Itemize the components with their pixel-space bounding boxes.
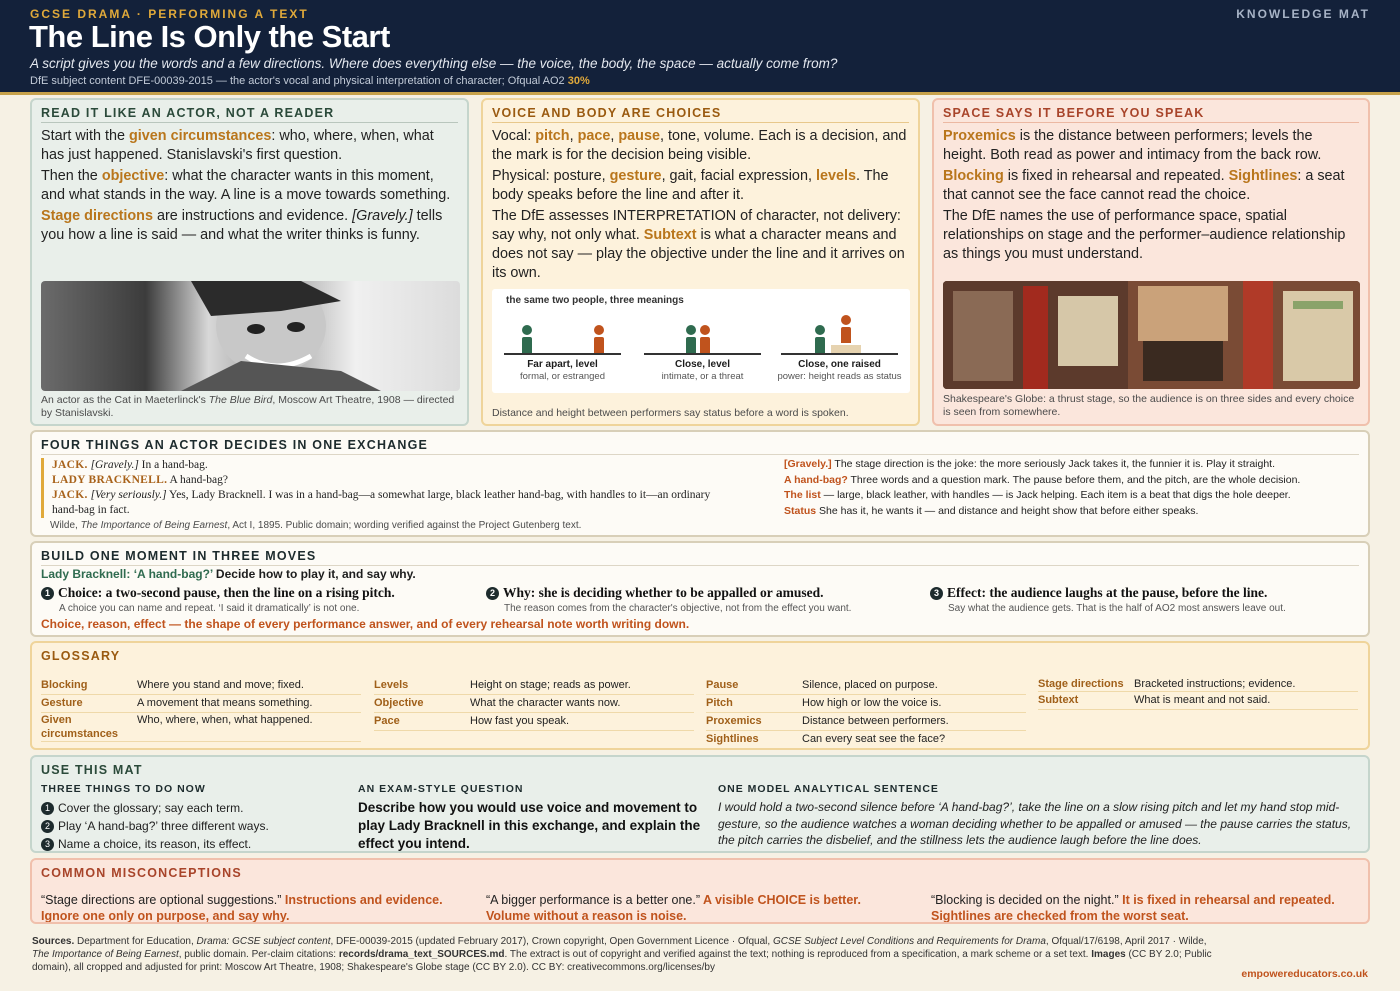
site-link[interactable]: empowereducators.co.uk — [1241, 968, 1368, 980]
glossary-entry: Pace How fast you speak. — [374, 713, 694, 731]
card-heading: VOICE AND BODY ARE CHOICES — [492, 106, 722, 120]
stage-line — [781, 353, 898, 355]
card-voice-body — [481, 98, 920, 426]
misconception-1: “Stage directions are optional suggestions.” Instructions and evidence. Ignore one only on purpose, and say why. — [41, 893, 443, 923]
term-stage-directions: Stage directions — [41, 208, 153, 224]
glossary-col-1 — [41, 677, 361, 742]
group-sub: power: height reads as status — [777, 371, 902, 382]
card-heading: READ IT LIKE AN ACTOR, NOT A READER — [41, 106, 335, 120]
performer-a — [815, 325, 825, 353]
card-body: Start with the given circumstances: who, where, when, what has just happened. Stanislavski's first question. Then the objective: what the character wants in this moment, and what stands in the way. A line is a move towards something. Stage directions are instructions and evidence. [Gravely.] tells you how a line is said — and what the writer thinks is funny. — [41, 128, 451, 243]
page-subtitle: A script gives you the words and a few directions. Where does everything else — the voice, the body, the space — actually come from? — [30, 56, 838, 71]
glossary-entry: Given circumstances Who, where, when, what happened. — [41, 713, 361, 742]
glossary-entry: Sightlines Can every seat see the face? — [706, 731, 1026, 749]
term-objective: objective — [101, 168, 165, 184]
group-sub: formal, or estranged — [519, 371, 605, 382]
todo-item: 2 Play ‘A hand-bag?’ three different ways. — [41, 817, 269, 835]
step-1: 1 Choice: a two-second pause, then the line on a rising pitch. — [41, 585, 395, 601]
script-line: JACK. [Gravely.] In a hand-bag. — [52, 459, 208, 471]
extract-credit: Wilde, The Importance of Being Earnest, Act I, 1895. Public domain; wording verified against the Project Gutenberg text. — [50, 520, 582, 531]
glossary-col-3 — [706, 677, 1026, 749]
performer-b — [841, 315, 851, 343]
raised-platform — [831, 345, 861, 353]
todo-list — [41, 799, 269, 853]
step-2-note: The reason comes from the character's objective, not from the effect you want. — [504, 603, 852, 614]
note-item: A hand-bag? Three words and a question mark. The pause before them, and the pitch, are the whole decision. — [784, 473, 1301, 486]
card-body: Vocal: pitch, pace, pause, tone, volume. Each is a decision, and the mark is for the decision being visible. Physical: posture, gesture, gait, facial expression, levels. The body speaks before the line and after it. The DfE assesses INTERPRETATION of character, not delivery: say why, not only what. Subtext is what a character means and does not say — play the objective under the line and it arrives on its own. — [492, 128, 907, 281]
term-blocking: Blocking — [943, 168, 1004, 184]
group-far-apart — [500, 311, 625, 391]
group-close-level — [640, 311, 765, 391]
glossary-entry: Objective What the character wants now. — [374, 695, 694, 713]
glossary-entry: Gesture A movement that means something. — [41, 695, 361, 713]
term-sightlines: Sightlines — [1228, 168, 1298, 184]
page-title: The Line Is Only the Start — [29, 19, 390, 54]
group-label: Close, one raised — [798, 359, 881, 370]
glossary-col-2 — [374, 677, 694, 731]
card-heading: SPACE SAYS IT BEFORE YOU SPEAK — [943, 106, 1205, 120]
photo-caption: Shakespeare's Globe: a thrust stage, so the audience is on three sides and every choice is seen from somewhere. — [943, 393, 1355, 418]
script-line: JACK. [Very seriously.] Yes, Lady Bracknell. I was in a hand-bag—a somewhat large, black leather hand-bag, with handles to it—an ordinary hand-bag in fact. — [52, 489, 711, 516]
glossary-entry: Pitch How high or low the voice is. — [706, 695, 1026, 713]
heading-rule — [41, 122, 458, 123]
card-body: Proxemics is the distance between performers; levels the height. Both read as power and intimacy from the back row. Blocking is fixed in rehearsal and repeated. Sightlines: a seat that cannot see the face cannot read the choice. The DfE names the use of performance space, spatial relationships on stage and the performer–audience relationship as things you must understand. — [943, 128, 1346, 262]
photo-illustration — [943, 281, 1360, 389]
note-item: [Gravely.] The stage direction is the joke: the more seriously Jack takes it, the funnier it is. Play it straight. — [784, 458, 1276, 470]
moves-summary: Choice, reason, effect — the shape of every performance answer, and of every rehearsal note worth writing down. — [41, 617, 690, 631]
heading-rule — [41, 565, 1359, 566]
glossary-entry: Stage directions Bracketed instructions; evidence. — [1038, 677, 1358, 692]
model-sentence-heading: ONE MODEL ANALYTICAL SENTENCE — [718, 783, 939, 795]
step-3: 3 Effect: the audience laughs at the pause, before the line. — [930, 585, 1267, 601]
header-banner — [0, 0, 1400, 92]
actor-cat-photo — [41, 281, 460, 391]
term-proxemics: Proxemics — [943, 128, 1016, 144]
model-sentence: I would hold a two-second silence before ‘A hand-bag?’, take the line on a slow rising pitch and let my hand stop mid-gesture, so the audience watches a woman deciding whether to be appalled or amused — the pause carries the status, the pitch carries the disbelief, and the stillness lets the audience laugh before the line does. — [718, 800, 1352, 847]
performer-b — [594, 325, 604, 353]
note-item: Status She has it, he wants it — and distance and height show that before either speaks. — [784, 504, 1199, 517]
photo-caption: An actor as the Cat in Maeterlinck's The Blue Bird, Moscow Art Theatre, 1908 — directed by Stanislavski. — [41, 394, 455, 419]
exam-question-heading: AN EXAM-STYLE QUESTION — [358, 783, 524, 795]
script-line: LADY BRACKNELL. A hand-bag? — [52, 474, 228, 486]
card-three-moves — [30, 541, 1370, 637]
glossary-entry: Pause Silence, placed on purpose. — [706, 677, 1026, 695]
exchange-notes — [784, 457, 1370, 519]
globe-theatre-photo — [943, 281, 1360, 389]
card-heading: USE THIS MAT — [41, 763, 143, 777]
glossary-entry: Proxemics Distance between performers. — [706, 713, 1026, 731]
diagram-title: the same two people, three meanings — [506, 295, 684, 306]
kicker: GCSE DRAMA · PERFORMING A TEXT — [30, 7, 309, 21]
glossary-col-4 — [1038, 677, 1358, 710]
group-sub: intimate, or a threat — [661, 371, 744, 382]
glossary-entry: Levels Height on stage; reads as power. — [374, 677, 694, 695]
card-space — [932, 98, 1370, 426]
photo-illustration — [41, 281, 460, 391]
stage-line — [504, 353, 621, 355]
term-given-circumstances: given circumstances — [128, 128, 272, 144]
term-pitch: pitch — [535, 128, 570, 144]
performer-b — [700, 325, 710, 353]
heading-rule — [41, 454, 1359, 455]
step-3-note: Say what the audience gets. That is the half of AO2 most answers leave out. — [948, 603, 1286, 614]
term-gesture: gesture — [609, 168, 662, 184]
proxemics-diagram — [492, 289, 910, 393]
heading-rule — [492, 122, 909, 123]
step-2: 2 Why: she is deciding whether to be appalled or amused. — [486, 585, 824, 601]
sources-footer: Sources. Department for Education, Drama: GCSE subject content, DFE-00039-2015 (updated February 2017), Crown copyright, Open Government Licence · Ofqual, GCSE Subject Level Conditions and Requirements for Drama, Ofqual/17/6198, April 2017 · Wilde, The Importance of Being Earnest, public domain. Per-claim citations: records/drama_text_SOURCES.md. The extract is out of copyright and verified against the text; nothing is reproduced from a specification, a mark scheme or a set text. Images (CC BY 2.0; Public domain), all cropped and adjusted for print: Moscow Art Theatre, 1908; Shakespeare's Globe stage (CC BY 2.0). CC BY: creativecommons.org/licenses/by — [32, 936, 1212, 973]
ao2-weight: 30% — [567, 75, 590, 87]
mat-tag: KNOWLEDGE MAT — [1236, 7, 1370, 21]
moves-prompt: Lady Bracknell: ‘A hand-bag?’ Decide how to play it, and say why. — [41, 567, 416, 581]
card-heading: FOUR THINGS AN ACTOR DECIDES IN ONE EXCHANGE — [41, 438, 429, 452]
header-divider — [0, 92, 1400, 95]
group-label: Close, level — [674, 359, 731, 370]
term-pace: pace — [577, 128, 611, 144]
card-use-this-mat — [30, 755, 1370, 853]
card-glossary — [30, 641, 1370, 750]
term-levels: levels — [815, 168, 856, 184]
card-read-like-actor — [30, 98, 469, 426]
note-item: The list — large, black leather, with handles — is Jack helping. Each item is a beat that digs the hole deeper. — [784, 489, 1291, 501]
card-exchange — [30, 430, 1370, 537]
glossary-entry: Subtext What is meant and not said. — [1038, 692, 1358, 710]
todo-item: 1 Cover the glossary; say each term. — [41, 799, 269, 817]
performer-a — [686, 325, 696, 353]
glossary-entry: Blocking Where you stand and move; fixed. — [41, 677, 361, 695]
diagram-caption: Distance and height between performers say status before a word is spoken. — [492, 407, 849, 419]
todo-item: 3 Name a choice, its reason, its effect. — [41, 835, 269, 853]
spec-meta: DfE subject content DFE-00039-2015 — the actor's vocal and physical interpretation of character; Ofqual AO2 30% — [30, 75, 590, 87]
script-extract — [41, 458, 731, 518]
performer-a — [522, 325, 532, 353]
term-pause: pause — [618, 128, 660, 144]
card-misconceptions — [30, 858, 1370, 924]
group-label: Far apart, level — [527, 359, 598, 370]
term-subtext: Subtext — [643, 227, 697, 243]
todo-heading: THREE THINGS TO DO NOW — [41, 783, 206, 795]
card-heading: GLOSSARY — [41, 649, 121, 663]
step-1-note: A choice you can name and repeat. ‘I said it dramatically’ is not one. — [59, 603, 360, 614]
misconception-3: “Blocking is decided on the night.” It is fixed in rehearsal and repeated. Sightlines are checked from the worst seat. — [931, 893, 1335, 923]
exam-question: Describe how you would use voice and movement to play Lady Bracknell in this exchange, and explain the effect you intend. — [358, 800, 701, 851]
group-close-raised — [777, 311, 902, 391]
stage-line — [644, 353, 761, 355]
heading-rule — [943, 122, 1359, 123]
misconception-2: “A bigger performance is a better one.” A visible CHOICE is better. Volume without a reason is noise. — [486, 893, 861, 923]
card-heading: COMMON MISCONCEPTIONS — [41, 866, 242, 880]
card-heading: BUILD ONE MOMENT IN THREE MOVES — [41, 549, 317, 563]
